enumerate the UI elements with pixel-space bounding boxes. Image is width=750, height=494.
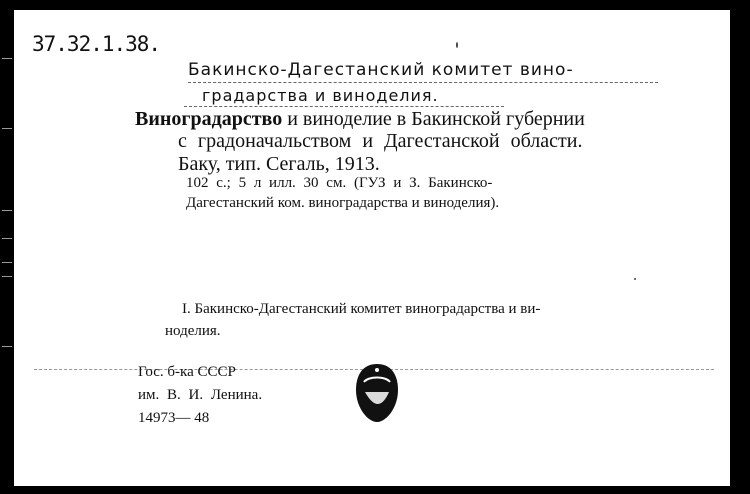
scan-speck: [634, 278, 636, 280]
series-note: Дагестанский ком. виноградарства и виноделия).: [186, 195, 500, 211]
scan-right-edge: [732, 0, 750, 494]
title-line1: [135, 108, 585, 130]
title-bold-word: Виноградарство: [135, 108, 283, 130]
catalog-card: [14, 10, 730, 486]
collation: 102 с.; 5 л илл. 30 см. (ГУЗ и З. Бакинско-: [186, 175, 493, 191]
subject-entry-line1: I. Бакинско-Дагестанский комитет виноградарства и ви-: [182, 301, 541, 317]
library-line2: им. В. И. Ленина.: [138, 387, 263, 403]
call-number: 37.32.1.38.: [32, 32, 161, 56]
library-stamp-icon: [354, 362, 400, 424]
scan-speck: [456, 42, 458, 48]
subject-entry-line2: ноделия.: [165, 323, 221, 339]
handwritten-heading-line2: градарства и виноделия.: [202, 86, 439, 105]
handwritten-heading-line1: Бакинско-Дагестанский комитет вино-: [188, 60, 574, 80]
library-line1: Гос. б-ка СССР: [138, 364, 236, 380]
scan-left-margin: [0, 0, 14, 494]
library-line3: 14973— 48: [138, 410, 210, 426]
heading-dotted-rule: [188, 82, 658, 83]
title-rest: и виноделие в Бакинской губернии: [282, 108, 585, 130]
title-line2: с градоначальством и Дагестанской области.: [178, 130, 583, 152]
heading-dotted-rule-2: [184, 106, 504, 107]
imprint: Баку, тип. Сегаль, 1913.: [178, 153, 380, 175]
